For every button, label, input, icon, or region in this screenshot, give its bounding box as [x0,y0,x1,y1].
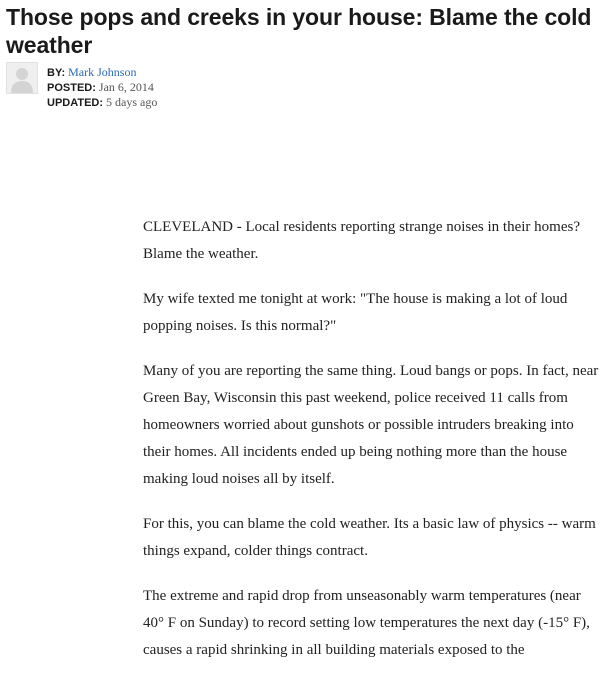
updated-date: 5 days ago [106,95,158,109]
article-headline: Those pops and creeks in your house: Blame the cold weather [6,4,592,58]
article-paragraph: Many of you are reporting the same thing. Loud bangs or pops. In fact, near Green Bay, Wisconsin this past weekend, police received 11 calls from homeowners worried about gunshots or possible intruders breaking into their homes. All incidents ended up being nothing more than the house making loud noises all by itself. [143,363,599,487]
article-paragraph: The extreme and rapid drop from unseasonably warm temperatures (near 40° F on Sunday) to record setting low temperatures the next day (-15° F), causes a rapid shrinking in all building materials exposed to the [143,588,590,658]
posted-label: POSTED: [47,82,96,94]
author-link[interactable]: Mark Johnson [68,65,137,79]
byline-meta [47,64,157,109]
article-paragraph: My wife texted me tonight at work: "The house is making a lot of loud popping noises. Is this normal?" [143,291,568,334]
article-paragraph: For this, you can blame the cold weather. Its a basic law of physics -- warm things expand, colder things contract. [143,516,596,559]
updated-label: UPDATED: [47,97,104,109]
byline-author-row [47,64,157,79]
article-body [143,214,600,682]
article-paragraph: CLEVELAND - Local residents reporting strange noises in their homes? Blame the weather. [143,219,580,262]
byline [6,62,306,110]
posted-date: Jan 6, 2014 [98,80,154,94]
user-silhouette-icon [7,63,37,93]
byline-posted-row [47,79,157,94]
byline-updated-row [47,94,157,109]
by-label: BY: [47,67,66,79]
author-avatar [6,62,38,94]
